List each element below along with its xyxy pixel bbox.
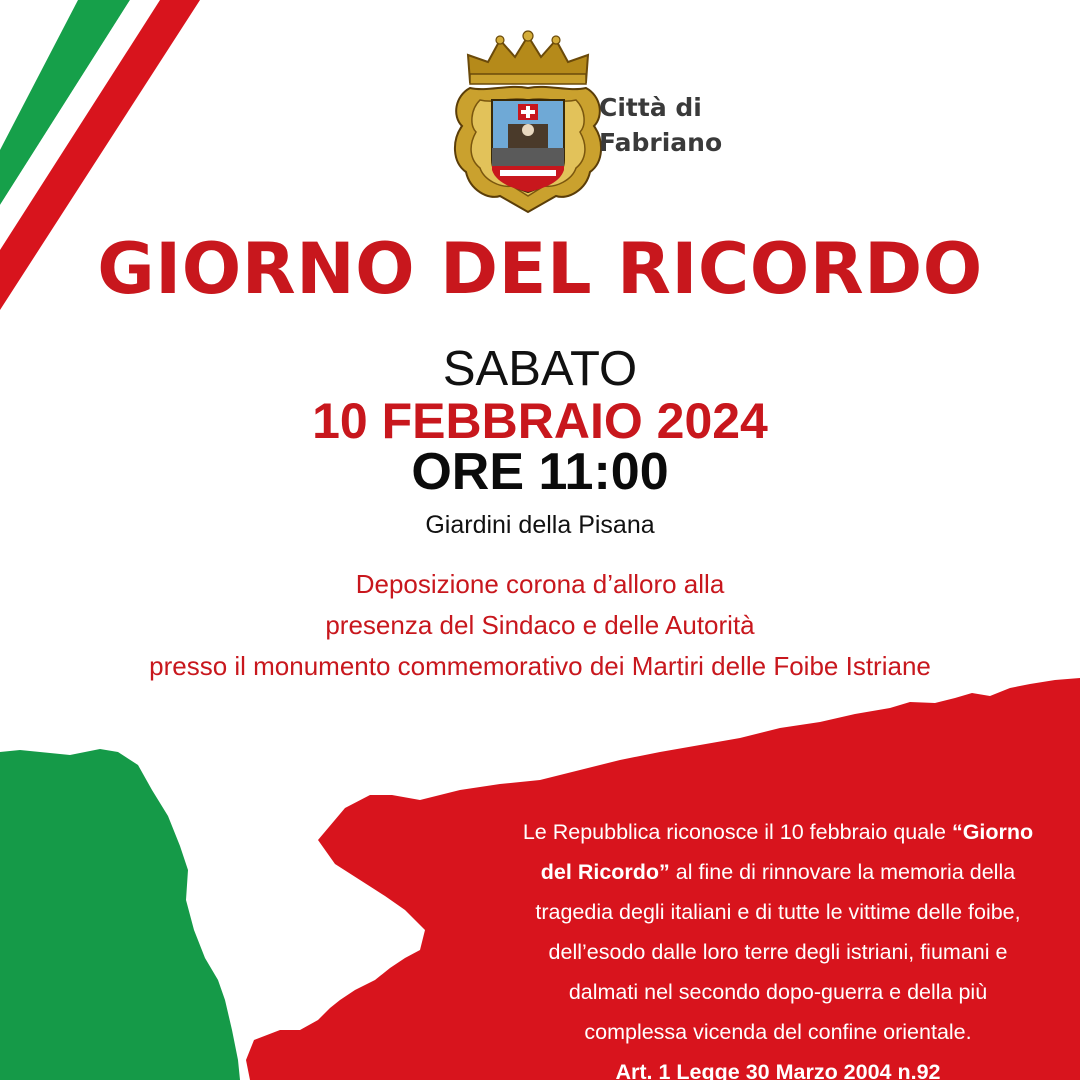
law-line [541,860,1015,884]
event-place: Giardini della Pisana [425,511,655,539]
law-quote-b: del Ricordo” [540,860,670,884]
city-name-line2: Fabriano [599,128,723,157]
law-lead: Le Repubblica riconosce il 10 febbraio quale [522,820,952,844]
coat-of-arms-icon [455,31,601,212]
event-date: 10 FEBBRAIO 2024 [312,393,768,449]
green-flag-shape [0,749,240,1080]
law-line: dalmati nel secondo dopo-guerra e della più [568,980,988,1004]
law-line: dell’esodo dalle loro terre degli istriani, fiumani e [548,940,1008,964]
law-line: tragedia degli italiani e di tutte le vittime delle foibe, [535,900,1021,924]
law-text [478,812,1078,1092]
description-line: Deposizione corona d’alloro alla [355,569,725,599]
city-name-line1: Città di [599,93,702,122]
law-line [523,820,1033,844]
law-reference: Art. 1 Legge 30 Marzo 2004 n.92 [615,1060,941,1084]
page-title: GIORNO DEL RICORDO [97,228,983,310]
law-quote-a: “Giorno [951,820,1034,844]
event-description [0,564,1080,687]
event-time: ORE 11:00 [411,443,669,501]
city-name [599,90,722,160]
description-line: presso il monumento commemorativo dei Martiri delle Foibe Istriane [149,651,931,681]
law-line: complessa vicenda del confine orientale. [584,1020,972,1044]
law-line2-rest: al fine di rinnovare la memoria della [669,860,1016,884]
event-day: SABATO [442,342,638,396]
description-line: presenza del Sindaco e delle Autorità [325,610,755,640]
